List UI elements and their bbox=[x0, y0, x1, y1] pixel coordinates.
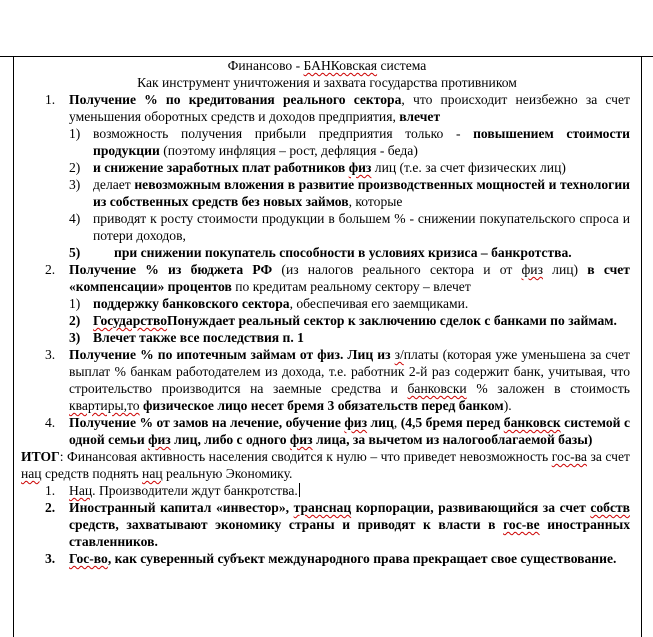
sublist-item: 1) поддержку банковского сектора, обеспечивая его заемщиками. bbox=[69, 296, 469, 311]
summary-item-2: 2. Иностранный капитал «инвестор», транснац корпорации, развивающийся за счет собств средств, захватывают экономику страны и приводят к власти в гос-ве иностранных ставленников. bbox=[45, 500, 631, 549]
list-item-3: 3. Получение % по ипотечным займам от физ. Лиц из з/платы (которая уже уменьшена за счет выплат % банкам работодателем из дохода, т.е. работник 2-й раз содержит банк, учитывая, что строительство производится на заемные средства и банковски % заложен в стоимость квартиры,то физическое лицо несет бремя 3 обязательств перед банком). bbox=[45, 347, 630, 413]
sublist-item: 3) Влечет также все последствия п. 1 bbox=[69, 330, 304, 345]
sublist-item: 4) приводят к росту стоимости продукции в большем % - снижении покупательского спроса и потери доходов, bbox=[69, 211, 630, 243]
ruler-area bbox=[0, 0, 653, 47]
document-body[interactable] bbox=[14, 57, 640, 567]
summary-item-1: 1. Нац. Производители ждут банкротства. bbox=[45, 483, 298, 498]
summary-item-3: 3. Гос-во, как суверенный субъект международного права прекращает свое существование. bbox=[45, 551, 617, 566]
sublist-item: 2) ГосударствоПонуждает реальный сектор к заключению сделок с банками по займам. bbox=[69, 313, 617, 328]
doc-subtitle: Как инструмент уничтожения и захвата государства противником bbox=[137, 75, 517, 90]
list-item-1: 1. Получение % по кредитования реального сектора, что происходит неизбежно за счет уменьшения оборотных средств и доходов предприятия, влечет bbox=[45, 92, 630, 124]
text-cursor bbox=[299, 483, 300, 497]
sublist-item: 5) при снижении покупатель способности в условиях кризиса – банкротства. bbox=[69, 245, 572, 260]
list-item-2: 2. Получение % из бюджета РФ (из налогов реального сектора и от физ лиц) в счет «компенсации» процентов по кредитам реальному сектору – влечет bbox=[45, 262, 630, 294]
sublist-item: 2) и снижение заработных плат работников физ лиц (т.е. за счет физических лиц) bbox=[69, 160, 566, 175]
sublist-item: 3) делает невозможным вложения в развитие производственных мощностей и технологии из собственных средств без новых займов, которые bbox=[69, 177, 630, 209]
summary-paragraph: ИТОГ: Финансовая активность населения сводится к нулю – что приведет невозможность гос-ва за счет нац средств поднять нац реальную Экономику. bbox=[21, 449, 630, 481]
list-item-4: 4. Получение % от замов на лечение, обучение физ лиц, (4,5 бремя перед банковск системой с одной семьи физ лиц, либо с одного физ лица, за вычетом из налогооблагаемой базы) bbox=[45, 415, 630, 447]
doc-title: Финансово - БАНКовская система bbox=[227, 58, 427, 73]
sublist-item: 1) возможность получения прибыли предприятия только - повышением стоимости продукции (поэтому инфляция – рост, дефляция - беда) bbox=[69, 126, 630, 158]
